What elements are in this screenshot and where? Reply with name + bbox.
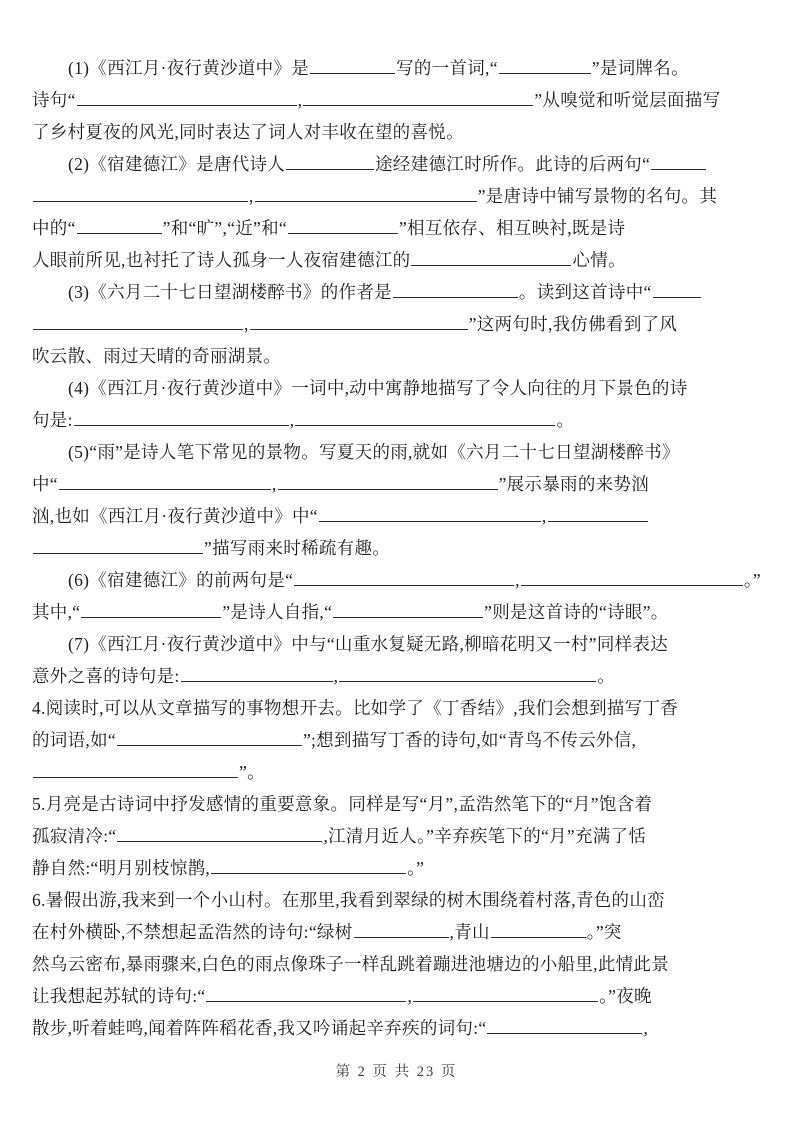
text-segment: 在村外横卧,不禁想起孟浩然的诗句:“绿树 <box>32 922 353 942</box>
text-segment: 。”夜晚 <box>599 986 652 1006</box>
page-footer: 第 2 页 共 23 页 <box>335 1064 458 1080</box>
text-segment: , <box>271 474 277 494</box>
text-segment: 。读到这首诗中“ <box>518 282 652 302</box>
answer-blank <box>354 925 449 938</box>
text-segment: 吹云散、雨过天晴的奇丽湖景。 <box>32 346 282 366</box>
document-line <box>32 628 765 660</box>
document-line <box>32 564 765 596</box>
text-segment: 了乡村夏夜的风光,同时表达了词人对丰收在望的喜悦。 <box>32 122 464 142</box>
document-line <box>32 116 765 148</box>
answer-blank <box>319 509 541 522</box>
text-segment: 诗句“ <box>32 90 76 110</box>
text-segment: (7)《西江月·夜行黄沙道中》中与“山重水复疑无路,柳暗花明又一村”同样表达 <box>68 634 669 654</box>
answer-blank <box>117 829 322 842</box>
answer-blank <box>499 61 591 74</box>
text-segment: , <box>289 410 295 430</box>
text-segment: 写的一首词,“ <box>396 58 498 78</box>
text-segment: , <box>244 314 249 334</box>
document-line <box>32 884 765 916</box>
document-line <box>32 212 765 244</box>
text-segment: , <box>407 986 413 1006</box>
answer-blank <box>303 93 533 106</box>
text-segment: 句是: <box>32 410 73 430</box>
document-line <box>32 404 765 436</box>
text-segment: ,青山 <box>449 922 490 942</box>
text-segment: ”;想到描写丁香的诗句,如“青鸟不传云外信, <box>302 730 637 750</box>
document-line <box>32 436 765 468</box>
text-segment: ”是词牌名。 <box>591 58 689 78</box>
text-segment: (5)“雨”是诗人笔下常见的景物。写夏天的雨,就如《六月二十七日望湖楼醉书》 <box>68 442 680 462</box>
answer-blank <box>74 413 289 426</box>
answer-blank <box>81 605 221 618</box>
answer-blank <box>77 221 162 234</box>
text-segment: 5.月亮是古诗词中抒发感情的重要意象。同样是写“月”,孟浩然笔下的“月”饱含着 <box>32 794 653 814</box>
answer-blank <box>653 285 701 298</box>
text-segment: , <box>333 666 339 686</box>
document-line <box>32 788 765 820</box>
document-line <box>32 84 765 116</box>
document-line <box>32 244 765 276</box>
document-line <box>32 148 765 180</box>
text-segment: (6)《宿建德江》的前两句是“ <box>68 570 294 590</box>
text-segment: 。” <box>743 570 761 590</box>
text-segment: , <box>541 506 547 526</box>
answer-blank <box>181 669 333 682</box>
answer-blank <box>339 669 596 682</box>
document-line <box>32 276 765 308</box>
text-segment: 的词语,如“ <box>32 730 116 750</box>
document-line <box>32 596 765 628</box>
document-line <box>32 916 765 948</box>
answer-blank <box>393 285 518 298</box>
text-segment: 然乌云密布,暴雨骤来,白色的雨点像珠子一样乱跳着蹦进池塘边的小船里,此情此景 <box>32 954 670 974</box>
text-segment: ”相互依存、相互映衬,既是诗 <box>398 218 626 238</box>
text-segment: 其中,“ <box>32 602 81 622</box>
text-segment: ”展示暴雨的来势汹 <box>498 474 650 494</box>
document-lines <box>32 52 765 1044</box>
answer-blank <box>59 477 271 490</box>
answer-blank <box>33 765 238 778</box>
text-segment: 4.阅读时,可以从文章描写的事物想开去。比如学了《丁香结》,我们会想到描写丁香 <box>32 698 679 718</box>
answer-blank <box>211 861 406 874</box>
text-segment: 。” <box>407 858 425 878</box>
answer-blank <box>310 61 395 74</box>
document-line <box>32 52 765 84</box>
document-line <box>32 308 765 340</box>
text-segment: ”则是这首诗的“诗眼”。 <box>484 602 669 622</box>
document-line <box>32 852 765 884</box>
text-segment: ,江清月近人。”辛弃疾笔下的“月”充满了恬 <box>323 826 647 846</box>
answer-blank <box>206 989 406 1002</box>
text-segment: 中“ <box>32 474 58 494</box>
text-segment: 中的“ <box>32 218 76 238</box>
document-line <box>32 948 765 980</box>
document-line <box>32 532 765 564</box>
document-line <box>32 1012 765 1044</box>
text-segment: 孤寂清冷:“ <box>32 826 117 846</box>
text-segment: ”是诗人自指,“ <box>222 602 333 622</box>
answer-blank <box>294 573 514 586</box>
text-segment: 让我想起苏轼的诗句:“ <box>32 986 206 1006</box>
text-segment: (4)《西江月·夜行黄沙道中》一词中,动中寓静地描写了令人向往的月下景色的诗 <box>68 378 688 398</box>
text-segment: ”这两句时,我仿佛看到了风 <box>468 314 678 334</box>
text-segment: 散步,听着蛙鸣,闻着阵阵稻花香,我又吟诵起辛弃疾的词句:“ <box>32 1018 487 1038</box>
text-segment: ”描写雨来时稀疏有趣。 <box>204 538 391 558</box>
answer-blank <box>33 541 203 554</box>
document-line <box>32 980 765 1012</box>
document-line <box>32 500 765 532</box>
text-segment: ”和“旷”,“近”和“ <box>162 218 287 238</box>
answer-blank <box>413 989 598 1002</box>
answer-blank <box>77 93 297 106</box>
text-segment: 途经建德江时所作。此诗的后两句“ <box>375 154 651 174</box>
answer-blank <box>117 733 302 746</box>
answer-blank <box>651 157 706 170</box>
text-segment: 意外之喜的诗句是: <box>32 666 180 686</box>
text-segment: 人眼前所见,也衬托了诗人孤身一人夜宿建德江的 <box>32 250 411 270</box>
answer-blank <box>278 477 498 490</box>
text-segment: , <box>643 1018 649 1038</box>
answer-blank <box>487 1021 642 1034</box>
text-segment: (3)《六月二十七日望湖楼醉书》的作者是 <box>68 282 392 302</box>
answer-blank <box>333 605 483 618</box>
answer-blank <box>411 253 571 266</box>
text-segment: 。”突 <box>586 922 622 942</box>
text-segment: , <box>297 90 303 110</box>
answer-blank <box>255 189 477 202</box>
text-segment: 。 <box>556 410 575 430</box>
answer-blank <box>548 509 648 522</box>
answer-blank <box>295 413 555 426</box>
document-line <box>32 180 765 212</box>
text-segment: 6.暑假出游,我来到一个小山村。在那里,我看到翠绿的树木围绕着村落,青色的山峦 <box>32 890 665 910</box>
document-line <box>32 692 765 724</box>
answer-blank <box>33 189 248 202</box>
document-line <box>32 372 765 404</box>
answer-blank <box>521 573 743 586</box>
text-segment: (2)《宿建德江》是唐代诗人 <box>68 154 286 174</box>
answer-blank <box>33 317 243 330</box>
text-segment: 静自然:“明月别枝惊鹊, <box>32 858 211 878</box>
answer-blank <box>286 157 374 170</box>
document-line <box>32 660 765 692</box>
text-segment: ”。 <box>239 762 265 782</box>
text-segment: 汹,也如《西江月·夜行黄沙道中》中“ <box>32 506 318 526</box>
text-segment: ”是唐诗中铺写景物的名句。其 <box>477 186 718 206</box>
text-segment: , <box>515 570 520 590</box>
document-line <box>32 724 765 756</box>
document-line <box>32 340 765 372</box>
text-segment: 。 <box>597 666 616 686</box>
answer-blank <box>250 317 468 330</box>
text-segment: (1)《西江月·夜行黄沙道中》是 <box>68 58 310 78</box>
text-segment: 心情。 <box>572 250 626 270</box>
text-segment: , <box>249 186 254 206</box>
answer-blank <box>288 221 398 234</box>
document-line <box>32 756 765 788</box>
document-line <box>32 468 765 500</box>
answer-blank <box>491 925 586 938</box>
document-line <box>32 820 765 852</box>
text-segment: ”从嗅觉和听觉层面描写 <box>534 90 721 110</box>
